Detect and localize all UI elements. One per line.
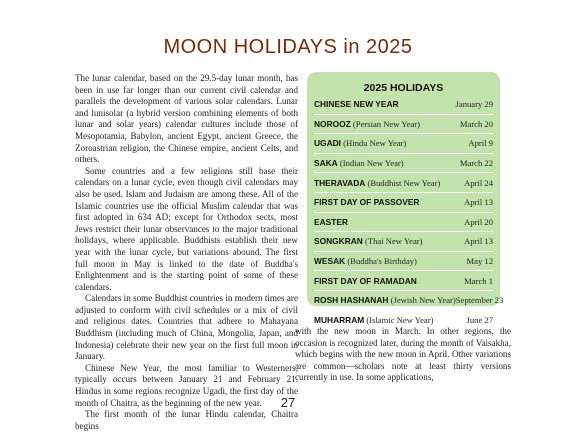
holiday-row: [314, 193, 493, 213]
paragraph: The lunar calendar, based on the 29.5-day lunar month, has been in use far longer than our current civil calendar and parallels the development of various solar calendars. Lunar and lunisolar (a hybrid version combining elements of both lunar and solar years) calendar cultures include those of Mesopotamia, Babylon, ancient Egypt, ancient Greece, the Zoroastrian religion, the Chinese empire, ancient Celts, and others.: [75, 73, 298, 165]
paragraph: with the new moon in March. In other regions, the occasion is recognized later, during the month of Vaisakha, which begins with the new moon in April. Other variations are common—scholars note at least thirty versions currently in use. In some applications,: [295, 326, 511, 383]
holiday-name: EASTER: [314, 216, 348, 227]
holiday-subtitle: (Thai New Year): [365, 236, 423, 247]
holiday-name: NOROOZ: [314, 118, 351, 129]
holiday-name-cell: [314, 217, 348, 227]
holiday-subtitle: (Jewish New Year): [390, 295, 456, 306]
paragraph: Calendars in some Buddhist countries in modern times are adjusted to conform with civil schedules or a mix of civil and religious dates. Countries that adhere to Mahayana Buddhism (including much of China, Mongolia, Japan, and Indonesia) celebrate their new year on the first full moon in January.: [75, 293, 298, 362]
holiday-name: CHINESE NEW YEAR: [314, 99, 399, 110]
holiday-name-cell: [314, 158, 404, 168]
holiday-name-cell: [314, 276, 417, 286]
holiday-name-cell: [314, 295, 456, 305]
holiday-row: [314, 173, 493, 193]
holiday-name: ROSH HASHANAH: [314, 295, 389, 306]
paragraph: Some countries and a few religions still base their calendars on a lunar cycle, even though civil calendars may also be used. Islam and Judaism are among these. All of the Islamic countries use the official Muslim calendar that was first adopted in 634 AD; except for Orthodox sects, most Jews restrict their lunar observances to the major traditional holidays, where applicable. Buddhists establish their new year with the lunar cycle, but variations abound. The first full moon in May is linked to the date of Buddha's Enlightenment and is the starting point of some of these calendars.: [75, 165, 298, 292]
holiday-name: FIRST DAY OF RAMADAN: [314, 275, 417, 286]
holiday-name-cell: [314, 178, 440, 188]
holiday-row: [314, 291, 504, 311]
holiday-name: THERAVADA: [314, 177, 366, 188]
holiday-row: [314, 115, 493, 135]
holidays-list: [314, 95, 504, 330]
holiday-name-cell: [314, 138, 406, 148]
holiday-name-cell: [314, 236, 423, 246]
holiday-row: [314, 232, 493, 252]
holiday-name: WESAK: [314, 256, 346, 267]
holiday-name: SONGKRAN: [314, 236, 363, 247]
holiday-date: March 20: [459, 118, 493, 129]
holiday-name-cell: [314, 119, 420, 129]
holidays-sidebar-box: [307, 72, 504, 326]
holiday-date: April 13: [464, 197, 493, 208]
holiday-date: January 29: [455, 99, 493, 110]
holiday-row: [314, 134, 493, 154]
holiday-subtitle: (Buddhist New Year): [367, 177, 441, 188]
holiday-date: March 22: [459, 158, 493, 169]
holiday-name-cell: [314, 197, 419, 207]
holiday-subtitle: (Islamic New Year): [366, 315, 434, 326]
holiday-subtitle: (Persian New Year): [352, 118, 420, 129]
holiday-name-cell: [314, 256, 417, 266]
holiday-date: June 27: [466, 315, 493, 326]
page-title: MOON HOLIDAYS in 2025: [163, 36, 413, 58]
paragraph: Chinese New Year, the most familiar to Westerners, typically occurs between January 21 and February 21. Hindus in some regions recognize Ugadi, the first day of the month of Chaitra, as the beginning of the new year.: [75, 362, 298, 408]
right-column-text: [295, 326, 511, 384]
holiday-name: SAKA: [314, 158, 338, 169]
holiday-date: April 20: [464, 216, 493, 227]
holiday-name: MUHARRAM: [314, 315, 365, 326]
holiday-row: [314, 271, 493, 291]
left-column-text: [75, 73, 298, 432]
holiday-name: FIRST DAY OF PASSOVER: [314, 197, 420, 208]
holiday-subtitle: (Hindu New Year): [343, 138, 407, 149]
holiday-name-cell: [314, 315, 433, 325]
holiday-date: April 13: [464, 236, 493, 247]
holiday-name: UGADI: [314, 138, 341, 149]
paragraph: The first month of the lunar Hindu calendar, Chaitra begins: [75, 409, 298, 431]
holidays-box-title: 2025 HOLIDAYS: [363, 82, 444, 94]
holiday-row: [314, 154, 493, 174]
holiday-date: May 12: [466, 256, 493, 267]
holiday-date: April 24: [464, 177, 493, 188]
holiday-row: [314, 213, 493, 233]
holiday-date: March 1: [464, 275, 493, 286]
holiday-name-cell: [314, 99, 399, 109]
page-number: 27: [280, 395, 296, 410]
holiday-subtitle: (Indian New Year): [339, 158, 404, 169]
holiday-subtitle: (Buddha's Birthday): [347, 256, 417, 267]
holiday-row: [314, 252, 493, 272]
holiday-date: September 23: [455, 295, 504, 306]
holiday-row: [314, 95, 493, 115]
holiday-date: April 9: [468, 138, 493, 149]
